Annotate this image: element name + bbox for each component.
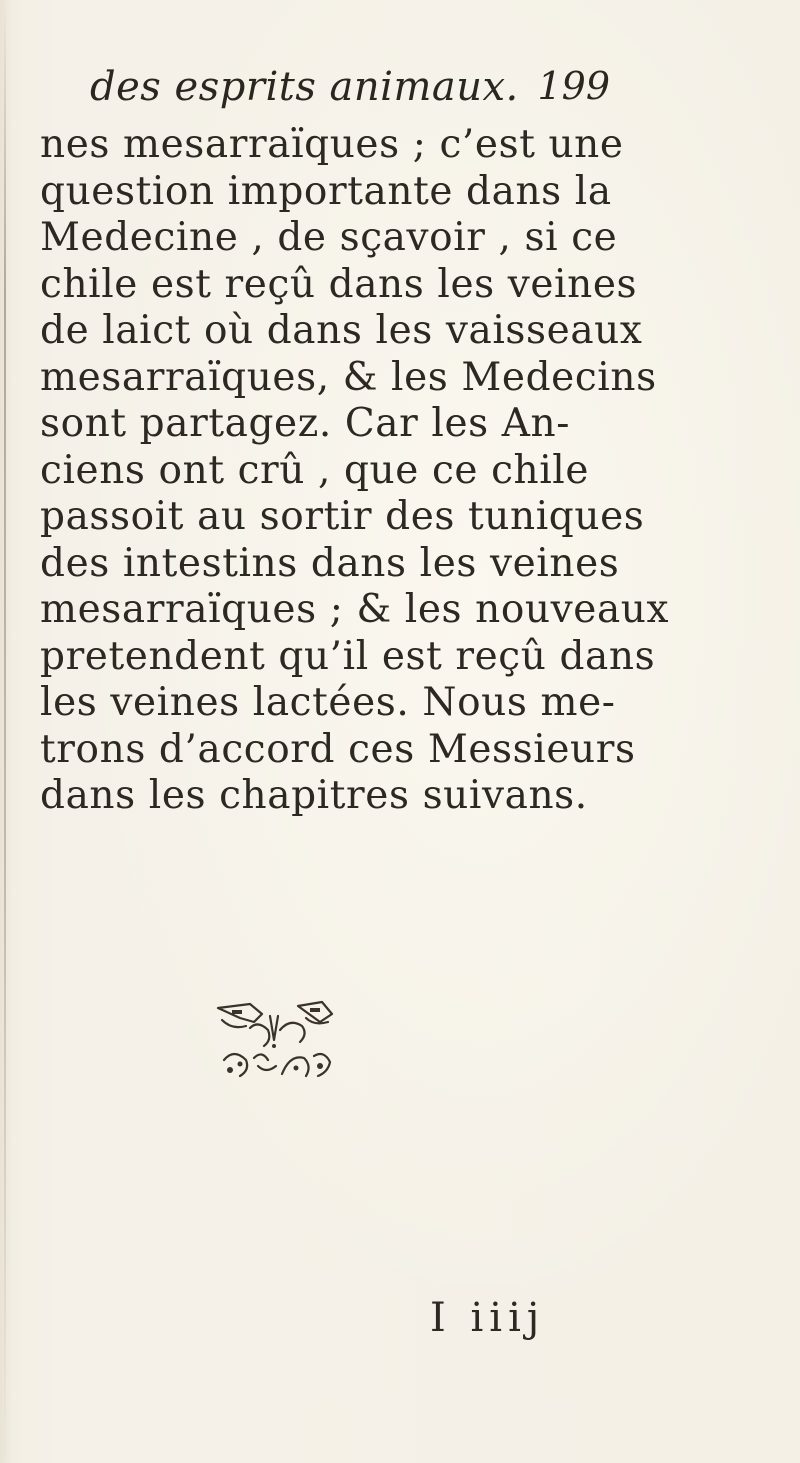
floral-tailpiece-icon [210,1000,340,1085]
text-line: pretendent qu’il est reçû dans [40,633,656,679]
page-gutter [4,0,6,1463]
text-line: nes mesarraïques ; c’est une [40,122,624,167]
text-line: trons d’accord ces Messieurs [40,726,636,772]
text-line: mesarraïques ; & les nouveaux [40,587,670,632]
page-number: 199 [537,64,610,108]
text-line: mesarraïques, & les Medecins [40,354,657,400]
body-text [40,122,780,820]
signature-mark: I iiij [430,1295,546,1341]
text-line: dans les chapitres suivans. [40,773,588,818]
text-line: de laict où dans les vaisseaux [40,308,643,353]
text-line: chile est reçû dans les veines [40,261,638,307]
page-header [90,60,610,112]
text-line: Medecine , de sçavoir , si ce [40,215,618,260]
text-line: ciens ont crû , que ce chile [40,447,590,493]
text-line: des intestins dans les veines [40,540,620,586]
running-title: des esprits animaux. [90,64,519,110]
text-line: les veines lactées. Nous me- [40,680,616,725]
text-line: question importante dans la [40,168,612,214]
text-line: passoit au sortir des tuniques [40,494,645,539]
text-line: sont partagez. Car les An- [40,401,571,446]
